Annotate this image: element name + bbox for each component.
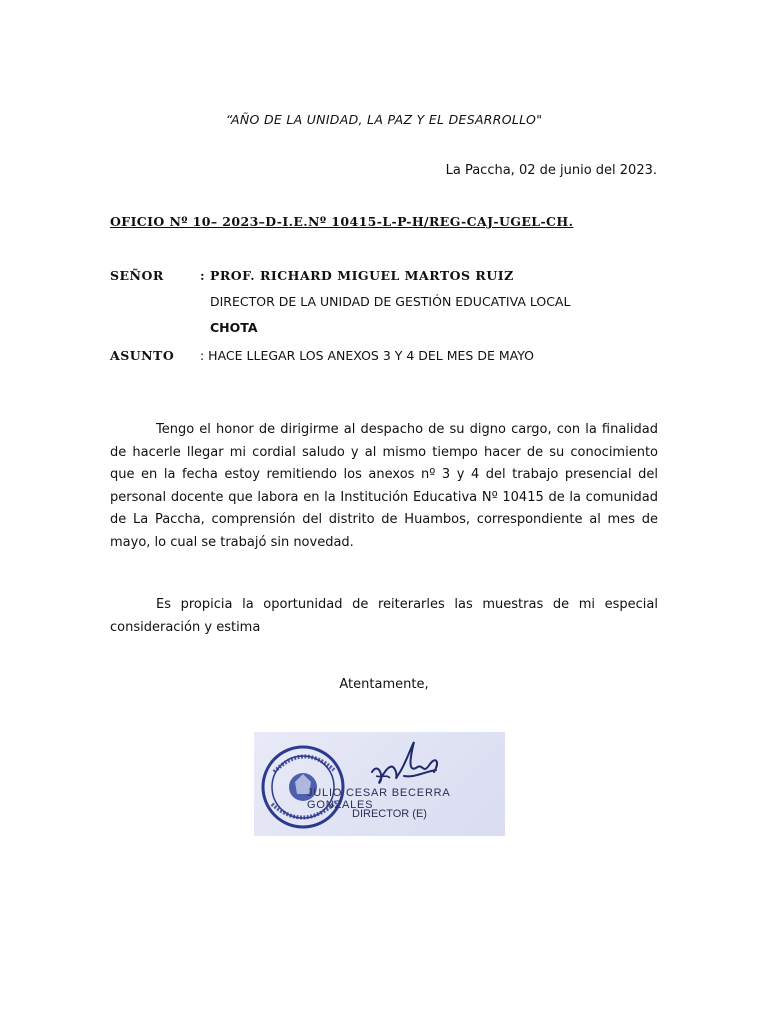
signatory-name: JULIO CESAR BECERRA GONZALES (307, 787, 450, 811)
letter-date: La Paccha, 02 de junio del 2023. (445, 163, 657, 178)
letter-motto: “AÑO DE LA UNIDAD, LA PAZ Y EL DESARROLLO" (225, 112, 543, 127)
addressee-position: DIRECTOR DE LA UNIDAD DE GESTIÓN EDUCATIVA LOCAL (210, 294, 571, 309)
addressee-name: : PROF. RICHARD MIGUEL MARTOS RUIZ (200, 268, 514, 283)
body-paragraph-2: Es propicia la oportunidad de reiterarles las muestras de mi especial consideración y estima (110, 597, 658, 635)
subject-text: : HACE LLEGAR LOS ANEXOS 3 Y 4 DEL MES DE MAYO (200, 348, 534, 363)
subject-label: ASUNTO (110, 348, 175, 363)
signature-block (254, 732, 505, 836)
signatory-role: DIRECTOR (E) (352, 808, 427, 820)
addressee-label: SEÑOR (110, 268, 164, 283)
reference-number: OFICIO Nº 10– 2023–D-I.E.Nº 10415-L-P-H/REG-CAJ-UGEL-CH. (110, 214, 574, 229)
closing-salutation: Atentamente, (339, 677, 429, 692)
body-paragraph-1: Tengo el honor de dirigirme al despacho de su digno cargo, con la finalidad de hacerle llegar mi cordial saludo y al mismo tiempo hacer de su conocimiento que en la fecha estoy remitiendo los anexos nº 3 y 4 del trabajo presencial del personal docente que labora en la Institución Educativa Nº 10415 de la comunidad de La Paccha, comprensión del distrito de Huambos, correspondiente al mes de mayo, lo cual se trabajó sin novedad. (110, 422, 658, 550)
addressee-location: CHOTA (210, 320, 258, 335)
official-stamp-icon (254, 732, 505, 836)
